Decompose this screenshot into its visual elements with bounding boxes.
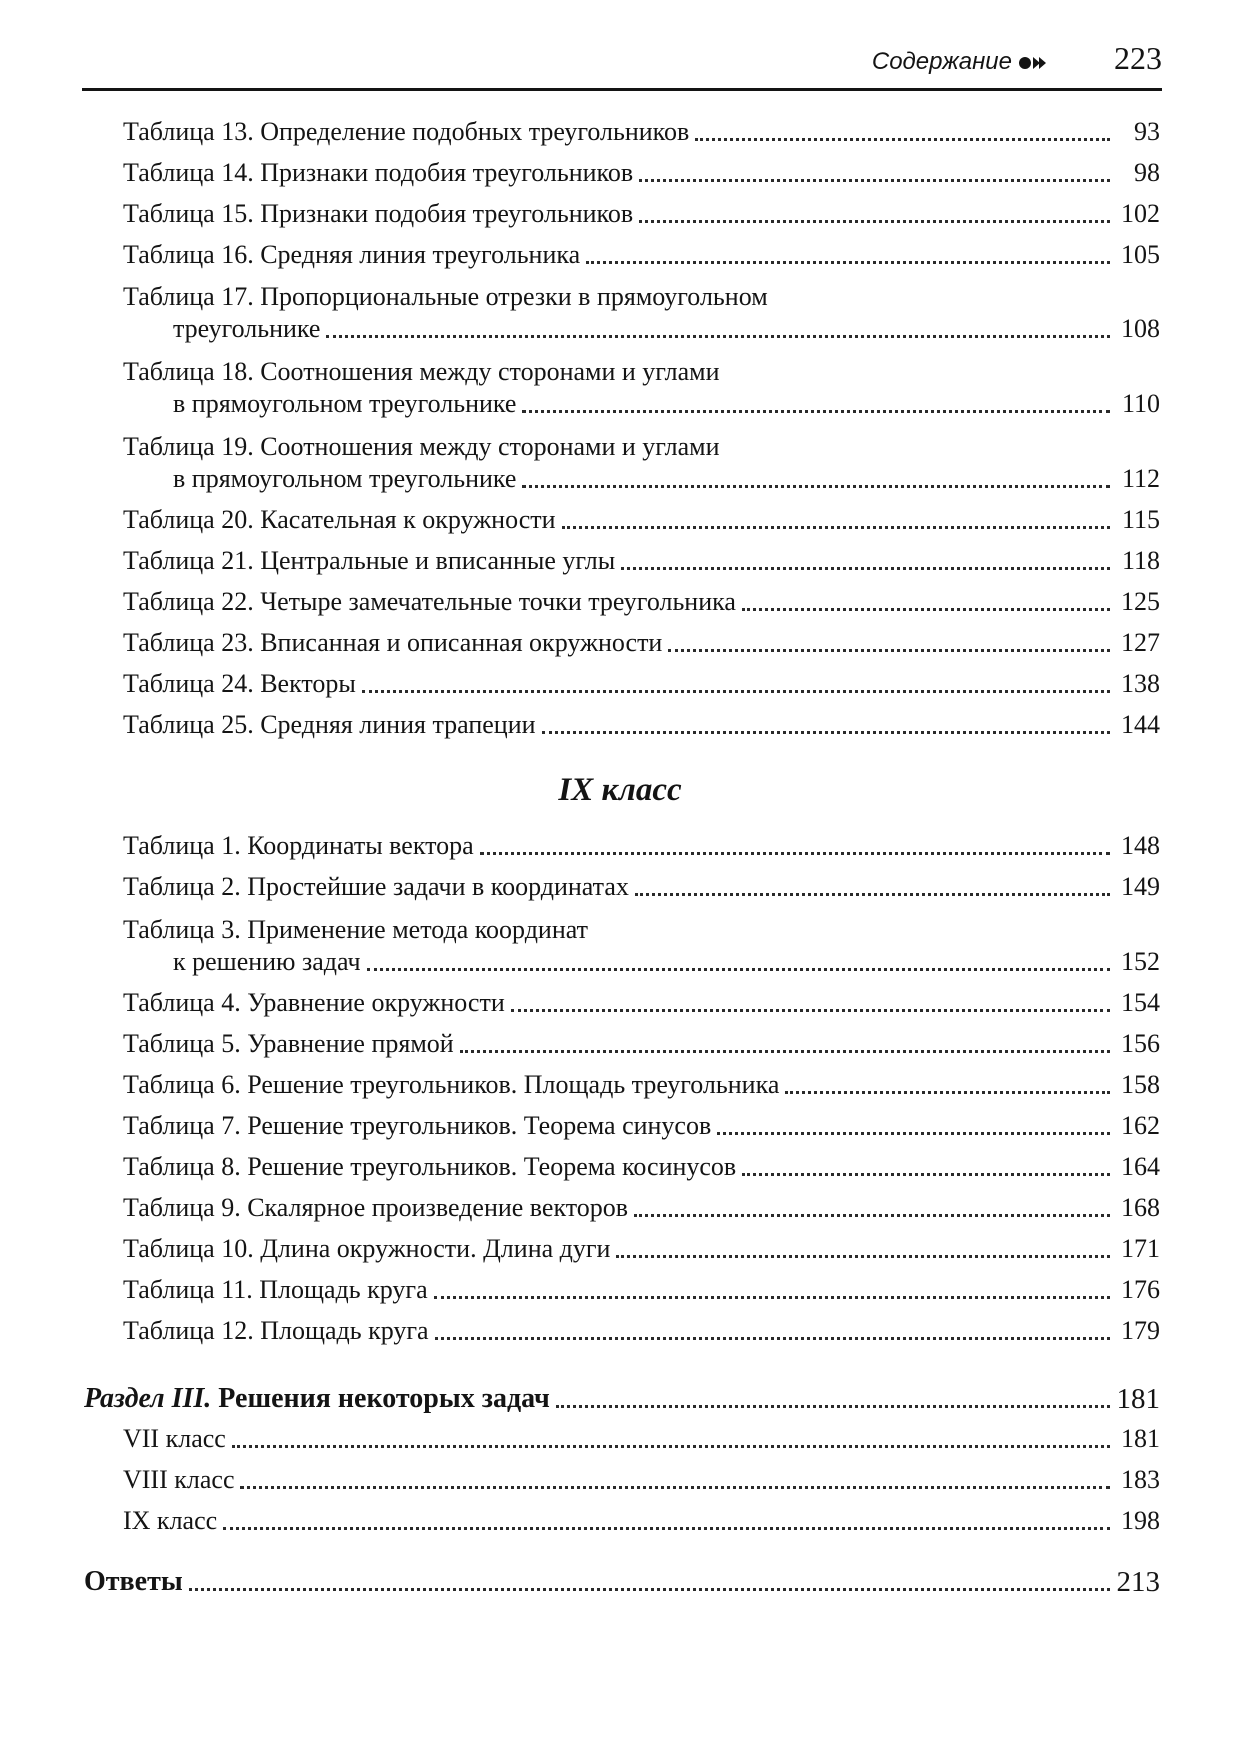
toc-entry[interactable] [123, 1266, 1160, 1306]
toc-entry-label: Таблица 25. Средняя линия трапеции [123, 710, 536, 739]
dot-leader [435, 1337, 1110, 1340]
toc-entry-page: 105 [1121, 240, 1160, 269]
toc-entry-label: Таблица 16. Средняя линия треугольника [123, 240, 581, 269]
toc-entry-label: Таблица 14. Признаки подобия треугольников [123, 158, 634, 187]
toc-entry-page: 176 [1121, 1275, 1160, 1304]
dot-leader [326, 335, 1110, 338]
toc-entry[interactable] [123, 619, 1160, 659]
toc-entry[interactable] [123, 108, 1160, 148]
toc-entry-page: 179 [1121, 1316, 1160, 1345]
toc-entry[interactable] [123, 455, 1160, 495]
toc-entry-page: 144 [1121, 710, 1160, 739]
toc-entry-label: Таблица 12. Площадь круга [123, 1316, 429, 1345]
toc-entry-label-first-line: Таблица 3. Применение метода координат [123, 915, 588, 944]
running-header [82, 40, 1162, 91]
toc-entry[interactable] [123, 537, 1160, 577]
dot-leader [586, 261, 1110, 264]
toc-entry-page: 164 [1121, 1152, 1160, 1181]
toc-entry-label: Таблица 8. Решение треугольников. Теорема косинусов [123, 1152, 737, 1181]
dot-leader [223, 1527, 1110, 1530]
toc-entry-label: Таблица 11. Площадь круга [123, 1275, 428, 1304]
toc-entry-label: Таблица 21. Центральные и вписанные углы [123, 546, 616, 575]
toc-section-page: 181 [1116, 1383, 1160, 1415]
toc-entry[interactable] [123, 231, 1160, 271]
dot-leader [232, 1445, 1110, 1448]
toc-entry[interactable] [123, 1415, 1160, 1455]
toc-entry[interactable] [123, 660, 1160, 700]
toc-entry-label: Таблица 5. Уравнение прямой [123, 1029, 454, 1058]
toc-entry-page: 118 [1121, 546, 1160, 575]
dot-leader [367, 968, 1110, 971]
toc-entry[interactable] [123, 1307, 1160, 1347]
dot-leader [460, 1050, 1110, 1053]
toc-entry-page: 125 [1121, 587, 1160, 616]
toc-entry-page: 149 [1121, 872, 1160, 901]
dot-leader [639, 220, 1110, 223]
toc-entry-page: 181 [1121, 1424, 1160, 1453]
toc-entry[interactable] [123, 863, 1160, 903]
toc-entry-label: Таблица 2. Простейшие задачи в координатах [123, 872, 629, 901]
toc-entry-label-first-line: Таблица 19. Соотношения между сторонами и углами [123, 432, 720, 461]
toc-entry-label-first-line: Таблица 18. Соотношения между сторонами и углами [123, 357, 720, 386]
toc-entry-page: 102 [1121, 199, 1160, 228]
toc-entry-label: VII класс [123, 1424, 226, 1453]
toc-entry-page: 138 [1121, 669, 1160, 698]
page-number: 223 [1114, 40, 1162, 76]
dot-leader [742, 1173, 1110, 1176]
dot-leader [634, 1214, 1110, 1217]
running-title: Содержание [871, 48, 1012, 75]
toc-entry-label: VIII класс [123, 1465, 235, 1494]
dot-leader [668, 649, 1110, 652]
toc-entry-label: Таблица 4. Уравнение окружности [123, 988, 505, 1017]
toc-entry-page: 112 [1121, 464, 1160, 493]
toc-entry[interactable] [123, 1143, 1160, 1183]
toc-entry-page: 171 [1121, 1234, 1160, 1263]
dot-leader [621, 567, 1110, 570]
toc-entry-label: треугольнике [173, 314, 321, 343]
toc-entry-page: 156 [1121, 1029, 1160, 1058]
dot-leader [434, 1296, 1110, 1299]
toc-entry-page: 110 [1121, 389, 1160, 418]
toc-entry[interactable] [123, 578, 1160, 618]
dot-leader [480, 852, 1110, 855]
toc-entry-label: Таблица 9. Скалярное произведение векторов [123, 1193, 629, 1222]
toc-section-page: 213 [1116, 1566, 1160, 1598]
double-bullet-icon [1019, 54, 1047, 72]
toc-section-entry[interactable] [84, 1558, 1160, 1598]
section-prefix: Раздел III. [84, 1383, 212, 1414]
toc-entry[interactable] [123, 1061, 1160, 1101]
toc-entry-page: 152 [1121, 947, 1160, 976]
toc-entry[interactable] [123, 1020, 1160, 1060]
toc-entry-label: Таблица 24. Векторы [123, 669, 356, 698]
toc-entry-label: Таблица 20. Касательная к окружности [123, 505, 556, 534]
toc-entry-label: в прямоугольном треугольнике [173, 464, 517, 493]
toc-entry-label-first-line: Таблица 17. Пропорциональные отрезки в прямоугольном [123, 282, 768, 311]
toc-section-label [84, 1383, 550, 1415]
toc-entry[interactable] [123, 938, 1160, 978]
toc-entry-label: Таблица 22. Четыре замечательные точки треугольника [123, 587, 736, 616]
toc-entry[interactable] [123, 701, 1160, 741]
toc-entry[interactable] [123, 305, 1160, 345]
toc-entry-page: 115 [1121, 505, 1160, 534]
toc-entry-page: 98 [1134, 158, 1160, 187]
toc-entry[interactable] [123, 1225, 1160, 1265]
toc-entry[interactable] [123, 1456, 1160, 1496]
toc-entry[interactable] [123, 496, 1160, 536]
dot-leader [616, 1255, 1110, 1258]
toc-entry-page: 162 [1121, 1111, 1160, 1140]
dot-leader [562, 526, 1110, 529]
toc-entry-page: 148 [1121, 831, 1160, 860]
dot-leader [695, 138, 1110, 141]
toc-entry-label: IX класс [123, 1506, 218, 1535]
dot-leader [556, 1405, 1110, 1408]
toc-entry[interactable] [123, 149, 1160, 189]
toc-entry-page: 183 [1121, 1465, 1160, 1494]
toc-entry-page: 108 [1121, 314, 1160, 343]
toc-entry[interactable] [123, 1184, 1160, 1224]
dot-leader [522, 410, 1110, 413]
toc-entry[interactable] [123, 822, 1160, 862]
toc-entry-page: 158 [1121, 1070, 1160, 1099]
toc-entry-label: в прямоугольном треугольнике [173, 389, 517, 418]
toc-entry-page: 198 [1121, 1506, 1160, 1535]
toc-entry-page: 154 [1121, 988, 1160, 1017]
toc-entry-label: Таблица 13. Определение подобных треугольников [123, 117, 690, 146]
toc-entry[interactable] [123, 190, 1160, 230]
toc-section-label: Ответы [84, 1566, 183, 1597]
dot-leader [189, 1588, 1110, 1591]
toc-entry-page: 93 [1134, 117, 1160, 146]
toc-entry-label: Таблица 7. Решение треугольников. Теорема синусов [123, 1111, 712, 1140]
toc-entry-label: Таблица 10. Длина окружности. Длина дуги [123, 1234, 611, 1263]
toc-entry[interactable] [123, 380, 1160, 420]
toc-entry-label: к решению задач [173, 947, 361, 976]
toc-entry-label: Таблица 6. Решение треугольников. Площадь треугольника [123, 1070, 780, 1099]
dot-leader [717, 1132, 1110, 1135]
dot-leader [511, 1009, 1110, 1012]
section-title: Решения некоторых задач [218, 1383, 550, 1414]
toc-entry[interactable] [123, 979, 1160, 1019]
toc-entry-label: Таблица 1. Координаты вектора [123, 831, 474, 860]
dot-leader [639, 179, 1110, 182]
toc-entry[interactable] [123, 1497, 1160, 1537]
toc-entry-label: Таблица 15. Признаки подобия треугольников [123, 199, 634, 228]
toc-section-entry[interactable] [84, 1375, 1160, 1415]
dot-leader [635, 893, 1110, 896]
section-heading: IX класс [558, 772, 682, 808]
dot-leader [522, 485, 1110, 488]
dot-leader [785, 1091, 1110, 1094]
dot-leader [240, 1486, 1110, 1489]
toc-entry[interactable] [123, 1102, 1160, 1142]
dot-leader [362, 690, 1110, 693]
dot-leader [542, 731, 1110, 734]
dot-leader [742, 608, 1110, 611]
toc-entry-label: Таблица 23. Вписанная и описанная окружности [123, 628, 663, 657]
toc-entry-page: 127 [1121, 628, 1160, 657]
toc-entry-page: 168 [1121, 1193, 1160, 1222]
